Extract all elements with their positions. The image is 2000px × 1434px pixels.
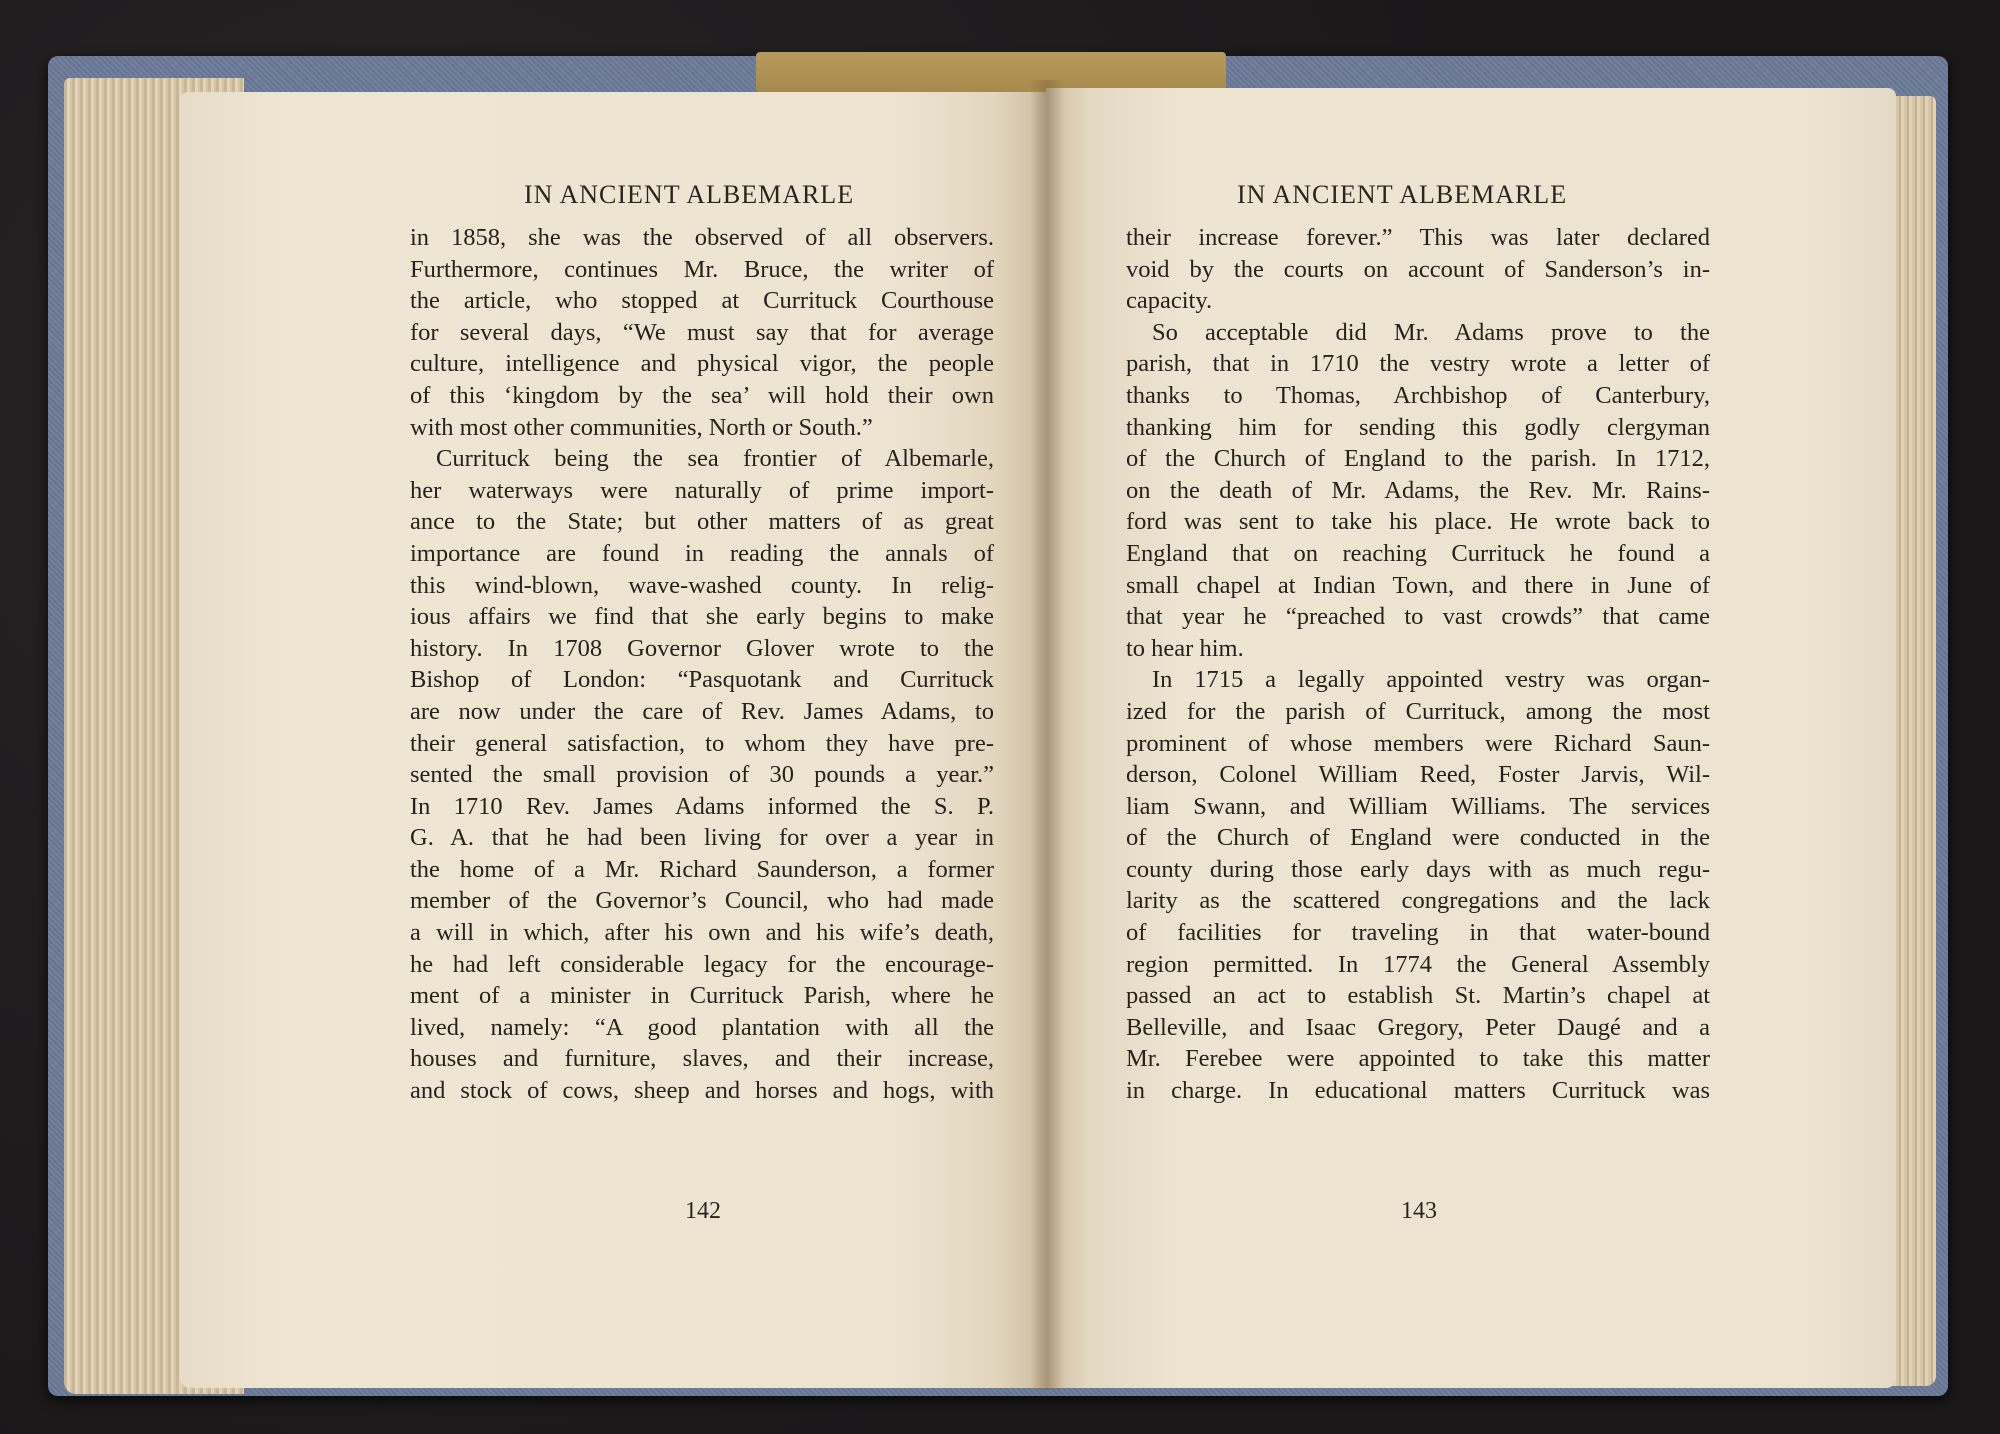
body-text bbox=[1126, 222, 1710, 1107]
text-line: of the Church of England to the parish. In 1712, bbox=[1126, 445, 1710, 473]
text-line: the home of a Mr. Richard Saunderson, a former bbox=[410, 855, 994, 883]
text-line: lived, namely: “A good plantation with all the bbox=[410, 1013, 994, 1041]
text-line: ment of a minister in Currituck Parish, where he bbox=[410, 982, 994, 1010]
text-line: a will in which, after his own and his wife’s death, bbox=[410, 919, 994, 947]
text-line: sented the small provision of 30 pounds a year.” bbox=[410, 761, 994, 789]
text-line: and stock of cows, sheep and horses and hogs, with bbox=[410, 1077, 994, 1105]
text-line: So acceptable did Mr. Adams prove to the bbox=[1152, 318, 1710, 346]
text-line: her waterways were naturally of prime import- bbox=[410, 476, 994, 504]
text-line: in charge. In educational matters Currituck was bbox=[1126, 1077, 1710, 1105]
text-line: he had left considerable legacy for the encourage- bbox=[410, 950, 994, 978]
text-line: capacity. bbox=[1126, 287, 1213, 315]
text-line: of the Church of England were conducted in the bbox=[1126, 824, 1710, 852]
text-line: ance to the State; but other matters of as great bbox=[410, 508, 994, 536]
text-line: this wind-blown, wave-washed county. In relig- bbox=[410, 571, 994, 599]
text-line: Mr. Ferebee were appointed to take this matter bbox=[1126, 1045, 1710, 1073]
text-line: houses and furniture, slaves, and their increase, bbox=[410, 1045, 994, 1073]
running-head: IN ANCIENT ALBEMARLE bbox=[524, 180, 855, 209]
text-line: of facilities for traveling in that water-bound bbox=[1126, 919, 1710, 947]
text-line: for several days, “We must say that for average bbox=[410, 318, 994, 346]
running-head: IN ANCIENT ALBEMARLE bbox=[1237, 180, 1568, 209]
text-line: In 1715 a legally appointed vestry was organ- bbox=[1152, 666, 1710, 694]
text-line: importance are found in reading the annals of bbox=[410, 539, 994, 567]
text-line: In 1710 Rev. James Adams informed the S. P. bbox=[410, 792, 994, 820]
text-line: England that on reaching Currituck he found a bbox=[1126, 539, 1710, 567]
text-line: thanks to Thomas, Archbishop of Canterbury, bbox=[1126, 381, 1710, 409]
text-line: history. In 1708 Governor Glover wrote to the bbox=[410, 634, 994, 662]
text-line: Currituck being the sea frontier of Albemarle, bbox=[436, 445, 994, 473]
text-line: larity as the scattered congregations and the lack bbox=[1126, 887, 1710, 915]
text-line: their increase forever.” This was later declared bbox=[1126, 224, 1710, 251]
text-line: Belleville, and Isaac Gregory, Peter Daugé and a bbox=[1126, 1013, 1710, 1041]
text-line: passed an act to establish St. Martin’s chapel at bbox=[1126, 982, 1710, 1010]
text-line: derson, Colonel William Reed, Foster Jarvis, Wil- bbox=[1126, 761, 1710, 789]
text-line: ford was sent to take his place. He wrote back to bbox=[1126, 508, 1710, 536]
text-line: Bishop of London: “Pasquotank and Currituck bbox=[410, 666, 994, 694]
text-line: member of the Governor’s Council, who had made bbox=[410, 887, 994, 915]
right-page bbox=[1046, 88, 1896, 1388]
text-line: void by the courts on account of Sanderson’s in- bbox=[1126, 255, 1710, 283]
text-line: ized for the parish of Currituck, among the most bbox=[1126, 697, 1710, 725]
text-line: Furthermore, continues Mr. Bruce, the writer of bbox=[410, 255, 994, 283]
text-line: with most other communities, North or South.” bbox=[410, 413, 873, 441]
text-line: liam Swann, and William Williams. The services bbox=[1126, 792, 1710, 820]
text-line: that year he “preached to vast crowds” that came bbox=[1126, 603, 1710, 631]
text-line: county during those early days with as much regu- bbox=[1126, 855, 1710, 883]
text-line: their general satisfaction, to whom they have pre- bbox=[410, 729, 994, 757]
text-line: small chapel at Indian Town, and there in June of bbox=[1126, 571, 1710, 599]
text-line: on the death of Mr. Adams, the Rev. Mr. Rains- bbox=[1126, 476, 1710, 504]
book-spine bbox=[756, 52, 1226, 92]
text-line: prominent of whose members were Richard Saun- bbox=[1126, 729, 1710, 757]
body-text bbox=[410, 222, 994, 1107]
text-line: to hear him. bbox=[1126, 634, 1244, 662]
text-line: of this ‘kingdom by the sea’ will hold their own bbox=[410, 381, 994, 409]
text-line: in 1858, she was the observed of all observers. bbox=[410, 224, 994, 251]
text-line: ious affairs we find that she early begins to make bbox=[410, 603, 994, 631]
text-line: parish, that in 1710 the vestry wrote a letter of bbox=[1126, 350, 1710, 378]
text-line: region permitted. In 1774 the General Assembly bbox=[1126, 950, 1710, 978]
text-line: thanking him for sending this godly clergyman bbox=[1126, 413, 1710, 441]
left-page bbox=[180, 92, 1046, 1388]
text-line: culture, intelligence and physical vigor, the people bbox=[410, 350, 994, 378]
page-number: 142 bbox=[685, 1198, 721, 1224]
gutter-shadow bbox=[1030, 80, 1064, 1390]
text-line: G. A. that he had been living for over a year in bbox=[410, 824, 994, 852]
page-number: 143 bbox=[1401, 1198, 1437, 1224]
text-line: are now under the care of Rev. James Adams, to bbox=[410, 697, 994, 725]
text-line: the article, who stopped at Currituck Courthouse bbox=[410, 287, 994, 315]
